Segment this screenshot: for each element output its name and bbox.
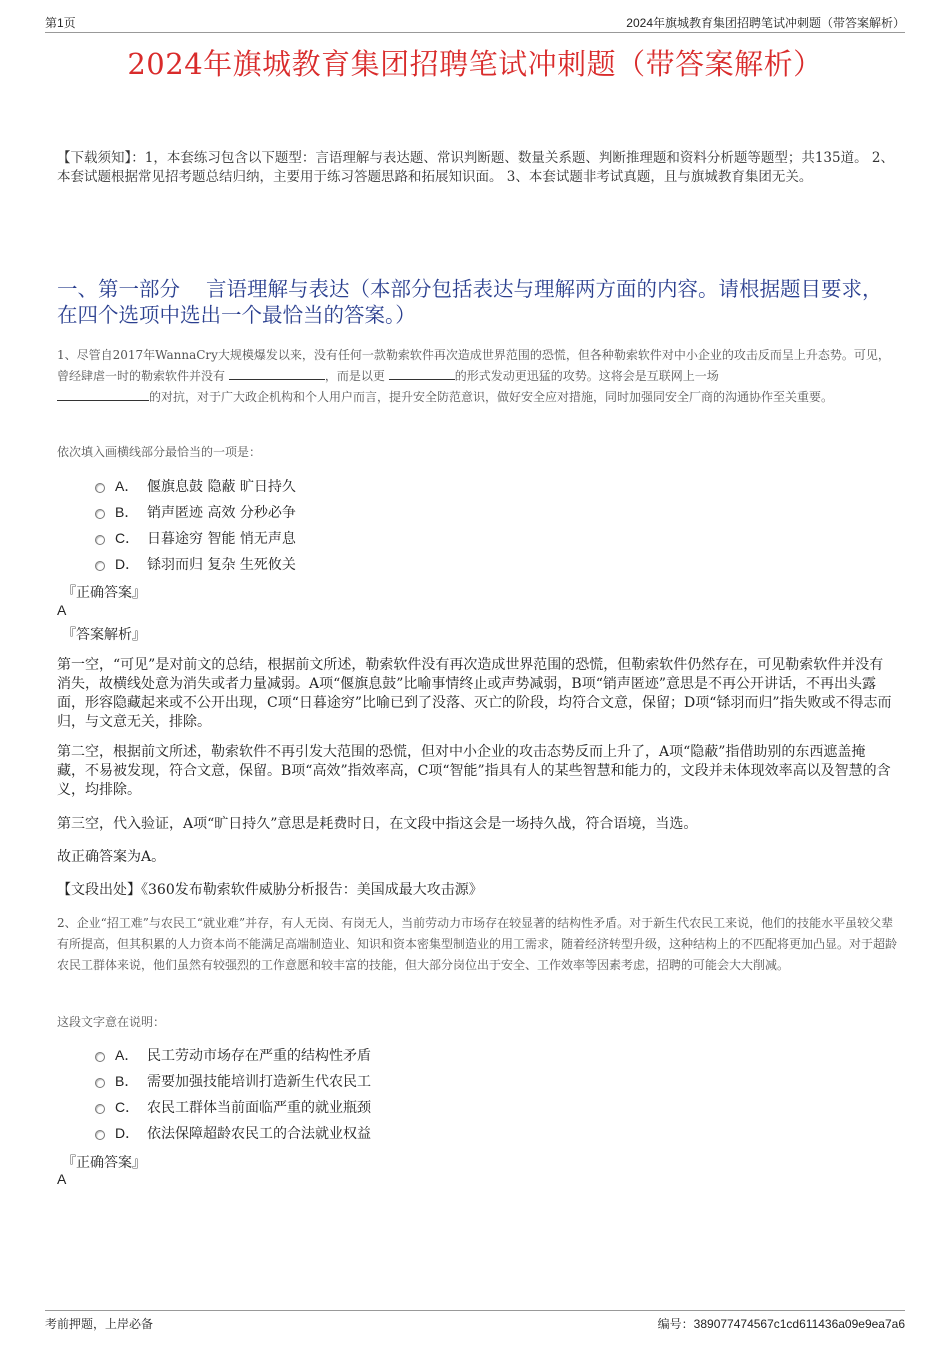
q1-option-a[interactable]: A． 偃旗息鼓 隐蔽 旷日持久 <box>95 476 296 496</box>
q2-answer: A <box>57 1171 67 1187</box>
option-text: 民工劳动市场存在严重的结构性矛盾 <box>147 1048 371 1064</box>
option-text: 日暮途穷 智能 悄无声息 <box>147 531 296 547</box>
radio-icon[interactable] <box>95 1078 105 1088</box>
radio-icon[interactable] <box>95 535 105 545</box>
q2-option-a[interactable]: A． 民工劳动市场存在严重的结构性矛盾 <box>95 1045 371 1065</box>
q1-source: 【文段出处】《360发布勒索软件威胁分析报告：美国成最大攻击源》 <box>57 882 483 898</box>
q1-analysis-para-3: 第三空，代入验证，A项“旷日持久”意思是耗费时日，在文段中指这会是一场持久战，符合语境，当选。 <box>57 816 698 832</box>
document-title: 2024年旗城教育集团招聘笔试冲刺题（带答案解析） <box>127 47 823 81</box>
radio-icon[interactable] <box>95 1052 105 1062</box>
q1-option-c[interactable]: C． 日暮途穷 智能 悄无声息 <box>95 528 296 548</box>
option-text: 农民工群体当前面临严重的就业瓶颈 <box>147 1100 371 1116</box>
page-number: 第1页 <box>45 16 76 30</box>
q1-analysis-para-4: 故正确答案为A。 <box>57 849 166 865</box>
option-text: 销声匿迹 高效 分秒必争 <box>147 505 296 521</box>
option-text: 需要加强技能培训打造新生代农民工 <box>147 1074 371 1090</box>
radio-icon[interactable] <box>95 1104 105 1114</box>
option-text: 铩羽而归 复杂 生死攸关 <box>147 557 296 573</box>
radio-icon[interactable] <box>95 483 105 493</box>
q1-analysis-para-1: 第一空，“可见”是对前文的总结，根据前文所述，勒索软件没有再次造成世界范围的恐慌，但勒索软件仍然存在，可见勒索软件并没有消失，故横线处意为消失或者力量减弱。A项“偃旗息鼓”比喻事情终止或声势减弱，B项“销声匿迹”意思是不再公开讲话，不再出头露面，形容隐藏起来或不公开出现，C项“日暮途穷”比喻已到了没落、灭亡的阶段，均符合文意，保留；D项“铩羽而归”指失败或不得志而归，与文意无关，排除。 <box>57 657 892 730</box>
download-notice: 【下载须知】：1，本套练习包含以下题型：言语理解与表达题、常识判断题、数量关系题、判断推理题和资料分析题等题型；共135道。 2、本套试题根据常见招考题总结归纳，主要用于练习答题思路和拓展知识面。 3、本套试题非考试真题，且与旗城教育集团无关。 <box>57 150 894 185</box>
section-part: 一、第一部分 <box>57 277 180 301</box>
option-text: 偃旗息鼓 隐蔽 旷日持久 <box>147 479 296 495</box>
q2-option-c[interactable]: C． 农民工群体当前面临严重的就业瓶颈 <box>95 1097 371 1117</box>
page-header <box>45 12 905 33</box>
q2-option-d[interactable]: D． 依法保障超龄农民工的合法就业权益 <box>95 1123 371 1143</box>
section-heading <box>57 276 897 328</box>
blank-3 <box>57 387 149 401</box>
question-1-text: 1、尽管自2017年WannaCry大规模爆发以来，没有任何一款勒索软件再次造成世界范围的恐慌，但各种勒索软件对中小企业的攻击反而呈上升态势。可见，曾经肆虐一时的勒索软件并没有 ，而是以更 的形式发动更迅猛的攻势。这将会是互联网上一场 的对抗，对于广大政企机构和个人用户而言，提升安全防范意识，做好安全应对措施，同时加强同安全厂商的沟通协作至关重要。 <box>57 348 890 404</box>
q1-option-d[interactable]: D． 铩羽而归 复杂 生死攸关 <box>95 554 296 574</box>
question-2-prompt: 这段文字意在说明： <box>57 1015 166 1029</box>
question-1-prompt: 依次填入画横线部分最恰当的一项是： <box>57 445 262 459</box>
radio-icon[interactable] <box>95 561 105 571</box>
section-title: 言语理解与表达（本部分包括表达与理解两方面的内容。请根据题目要求，在四个选项中选出一个最恰当的答案。） <box>57 277 883 327</box>
q2-option-b[interactable]: B． 需要加强技能培训打造新生代农民工 <box>95 1071 371 1091</box>
q1-analysis-label: 『答案解析』 <box>62 627 146 643</box>
q1-answer: A <box>57 602 67 618</box>
page-footer <box>45 1310 905 1335</box>
radio-icon[interactable] <box>95 509 105 519</box>
blank-1 <box>229 366 325 380</box>
option-text: 依法保障超龄农民工的合法就业权益 <box>147 1126 371 1142</box>
q1-option-b[interactable]: B． 销声匿迹 高效 分秒必争 <box>95 502 296 522</box>
footer-slogan: 考前押题，上岸必备 <box>45 1317 154 1331</box>
q1-analysis-para-2: 第二空，根据前文所述，勒索软件不再引发大范围的恐慌，但对中小企业的攻击态势反而上升了，A项“隐蔽”指借助别的东西遮盖掩藏，不易被发现，符合文意，保留。B项“高效”指效率高，C项“智能”指具有人的某些智慧和能力的，文段并未体现效率高以及智慧的含义，均排除。 <box>57 744 891 798</box>
q1-answer-label: 『正确答案』 <box>62 585 146 601</box>
footer-serial: 编号：389077474567c1cd611436a09e9ea7a6 <box>657 1317 905 1331</box>
question-2-text: 2、企业“招工难”与农民工“就业难”并存，有人无岗、有岗无人，当前劳动力市场存在较显著的结构性矛盾。对于新生代农民工来说，他们的技能水平虽较父辈有所提高，但其积累的人力资本尚不能满足高端制造业、知识和资本密集型制造业的用工需求，随着经济转型升级，这种结构上的不匹配将更加凸显。对于超龄农民工群体来说，他们虽然有较强烈的工作意愿和较丰富的技能，但大部分岗位出于安全、工作效率等因素考虑，招聘的可能会大大削减。 <box>57 916 898 972</box>
blank-2 <box>389 366 455 380</box>
q2-answer-label: 『正确答案』 <box>62 1155 146 1171</box>
header-doc-title: 2024年旗城教育集团招聘笔试冲刺题（带答案解析） <box>626 16 905 30</box>
radio-icon[interactable] <box>95 1130 105 1140</box>
